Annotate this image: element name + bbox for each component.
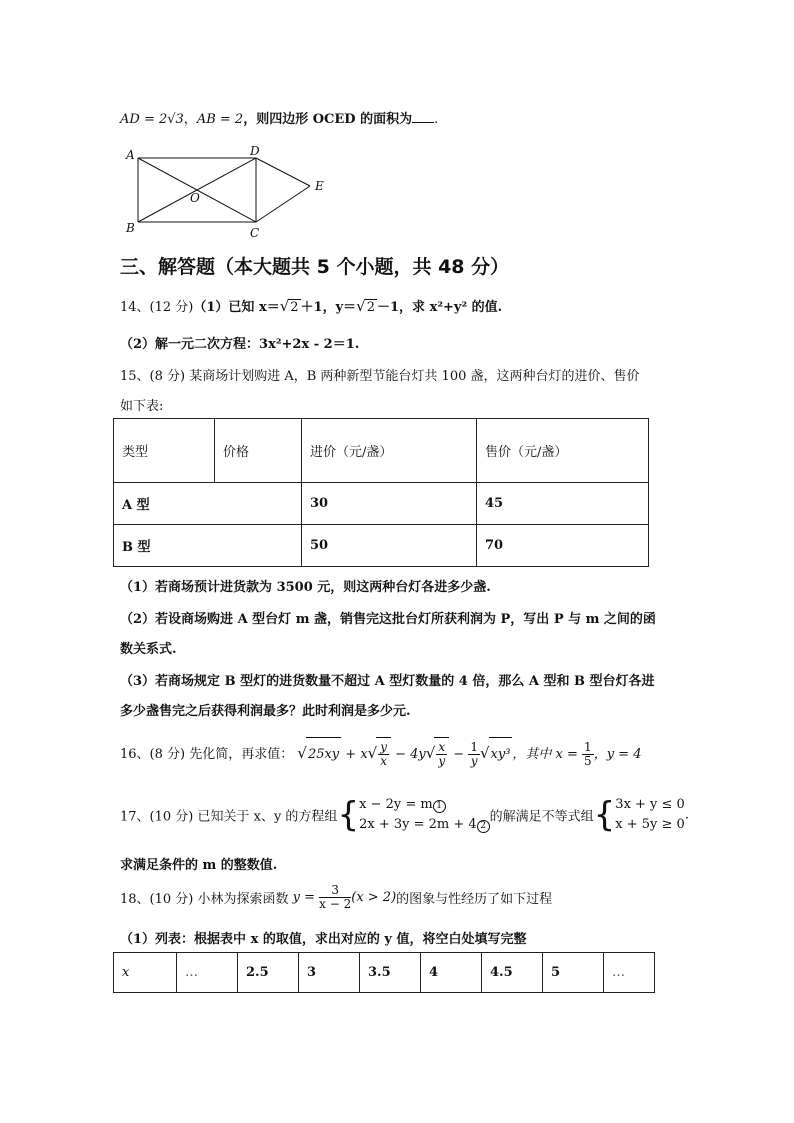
q18-den: x − 2 <box>319 897 352 911</box>
q17-end: . <box>684 807 689 823</box>
q14-part1: 14、(12 分)（1）已知 x＝√2 ＋1，y＝√2 －1，求 x²+y² 的值. <box>120 297 503 315</box>
q16-f1-num: y <box>380 740 387 754</box>
q17-line: 17、(10 分) 已知关于 x、y 的方程组{x − 2y = m 1 2x + 3y = 2m + 4 2的解满足不等式组{3x + y ≤ 0 x + 5y ≥ 0. <box>120 795 689 835</box>
row-a-type: A 型 <box>114 483 302 525</box>
answer-blank <box>412 110 434 123</box>
q14-p1b: ＋1，y＝ <box>300 300 357 315</box>
q16-f3-den: y <box>470 754 478 768</box>
q18-prefix: 18、(10 分) 小林为探索函数 <box>120 892 289 907</box>
table-row <box>114 525 649 567</box>
q17-eq1: x − 2y = m 1 <box>359 797 446 812</box>
row-b-sell: 70 <box>477 525 649 567</box>
q18-sub1: （1）列表：根据表中 x 的取值，求出对应的 y 值，将空白处填写完整 <box>120 932 527 947</box>
table-row <box>114 953 655 993</box>
q14-part2: （2）解一元二次方程：3x²+2x - 2＝1. <box>120 337 360 352</box>
q18-cond: (x > 2) <box>351 890 397 905</box>
q18-line <box>120 884 552 911</box>
q14-p1a: （1）已知 x＝ <box>193 300 280 315</box>
q17-line2: 求满足条件的 m 的整数值. <box>120 858 278 873</box>
q15-sub3b: 多少盏售完之后获得利润最多？此时利润是多少元. <box>120 704 411 719</box>
row-b-buy: 50 <box>302 525 477 567</box>
th-sell: 售价（元/盏） <box>477 419 649 483</box>
row-a-buy: 30 <box>302 483 477 525</box>
section-heading: 三、解答题（本大题共 5 个小题，共 48 分） <box>120 256 510 278</box>
q13-tail-line <box>120 108 438 127</box>
q14-p1c: －1，求 x²+y² 的值. <box>377 300 503 315</box>
q16-r1: 25xy <box>306 737 341 772</box>
q17-mid: 的解满足不等式组 <box>489 809 594 825</box>
q16-line: 16、(8 分) 先化简，再求值： √25xy + x√ $\frac{y}{x}$ − 4y√ $\frac{x}{y}$ − $\frac{1}{y}$ √xy³ ，其中 x = $\frac{1}{5}$ ，y = 4 <box>120 736 641 772</box>
parallelogram-figure <box>120 140 340 240</box>
circled-one: 1 <box>433 800 446 813</box>
th-type: 类型 <box>114 419 215 483</box>
q15-line1-text: 15、(8 分) 某商场计划购进 A，B 两种新型节能台灯共 100 盏，这两种台灯的进价、售价 <box>120 369 640 384</box>
q14-sqrt-x: 2 <box>290 300 299 315</box>
th-price: 价格 <box>215 419 302 483</box>
q13-text: ，则四边形 OCED 的面积为 <box>243 112 413 127</box>
cell-x: x <box>114 953 177 993</box>
q15-sub2b: 数关系式. <box>120 642 177 657</box>
q16-minus: − <box>453 747 465 762</box>
q16-xy3: xy³ <box>489 737 513 772</box>
q13-end: . <box>434 112 439 127</box>
cell-3-5: 3.5 <box>360 953 421 993</box>
q13-sep: ， <box>183 112 197 127</box>
label-c: C <box>250 226 260 240</box>
q16-f1-den: x <box>380 754 387 768</box>
q16-f2-den: y <box>438 754 446 768</box>
q16-x-num: 1 <box>584 740 592 754</box>
row-a-sell: 45 <box>477 483 649 525</box>
q13-ab: AB = 2 <box>196 112 244 127</box>
q16-f2-num: x <box>438 740 446 754</box>
q15-line1 <box>120 365 640 384</box>
q17-in1: 3x + y ≤ 0 <box>615 797 685 812</box>
cell-5: 5 <box>543 953 604 993</box>
label-o: O <box>190 191 200 205</box>
edge-de <box>256 158 310 186</box>
q17-in2: x + 5y ≥ 0 <box>615 817 685 832</box>
q16-cond: ，其中 x = <box>512 747 578 762</box>
q18-suffix: 的图象与性经历了如下过程 <box>396 892 553 907</box>
cell-4-5: 4.5 <box>482 953 543 993</box>
cell-3: 3 <box>299 953 360 993</box>
table-row <box>114 483 649 525</box>
value-table <box>113 952 655 993</box>
cell-2-5: 2.5 <box>238 953 299 993</box>
q16-prefix: 16、(8 分) 先化简，再求值： <box>120 747 294 762</box>
q16-y-eq: ，y = 4 <box>593 747 642 762</box>
row-b-type: B 型 <box>114 525 302 567</box>
q15-line2: 如下表: <box>120 399 164 414</box>
q14-prefix: 14、(12 分) <box>120 300 194 315</box>
q16-f3-num: 1 <box>470 740 478 754</box>
cell-ellipsis-right: … <box>604 953 655 993</box>
edge-ce <box>256 186 310 222</box>
q15-sub2a: （2）若设商场购进 A 型台灯 m 盏，销售完这批台灯所获利润为 P，写出 P 与 m 之间的函 <box>120 612 656 627</box>
q17-eq2: 2x + 3y = 2m + 4 2 <box>359 817 490 832</box>
q13-ad: AD = 2√3 <box>120 112 184 127</box>
label-b: B <box>126 221 135 235</box>
q16-plus-x: + x <box>345 747 368 762</box>
circled-two: 2 <box>477 820 490 833</box>
th-buy: 进价（元/盏） <box>302 419 477 483</box>
table-header-row <box>114 419 649 483</box>
q15-sub1: （1）若商场预计进货款为 3500 元，则这两种台灯各进多少盏. <box>120 580 491 595</box>
q16-minus-4y: − 4y <box>395 747 426 762</box>
cell-4: 4 <box>421 953 482 993</box>
q17-prefix: 17、(10 分) 已知关于 x、y 的方程组 <box>120 809 338 825</box>
label-e: E <box>315 179 324 193</box>
q16-x-den: 5 <box>584 754 592 768</box>
q18-num: 3 <box>319 884 351 898</box>
label-a: A <box>126 148 135 162</box>
q14-sqrt-y: 2 <box>366 300 375 315</box>
q15-sub3a: （3）若商场规定 B 型灯的进货数量不超过 A 型灯数量的 4 倍，那么 A 型和 B 型台灯各进 <box>120 674 655 689</box>
price-table <box>113 418 649 567</box>
q18-y-eq: y = <box>292 890 316 905</box>
label-d: D <box>250 144 260 158</box>
cell-ellipsis-left: … <box>177 953 238 993</box>
